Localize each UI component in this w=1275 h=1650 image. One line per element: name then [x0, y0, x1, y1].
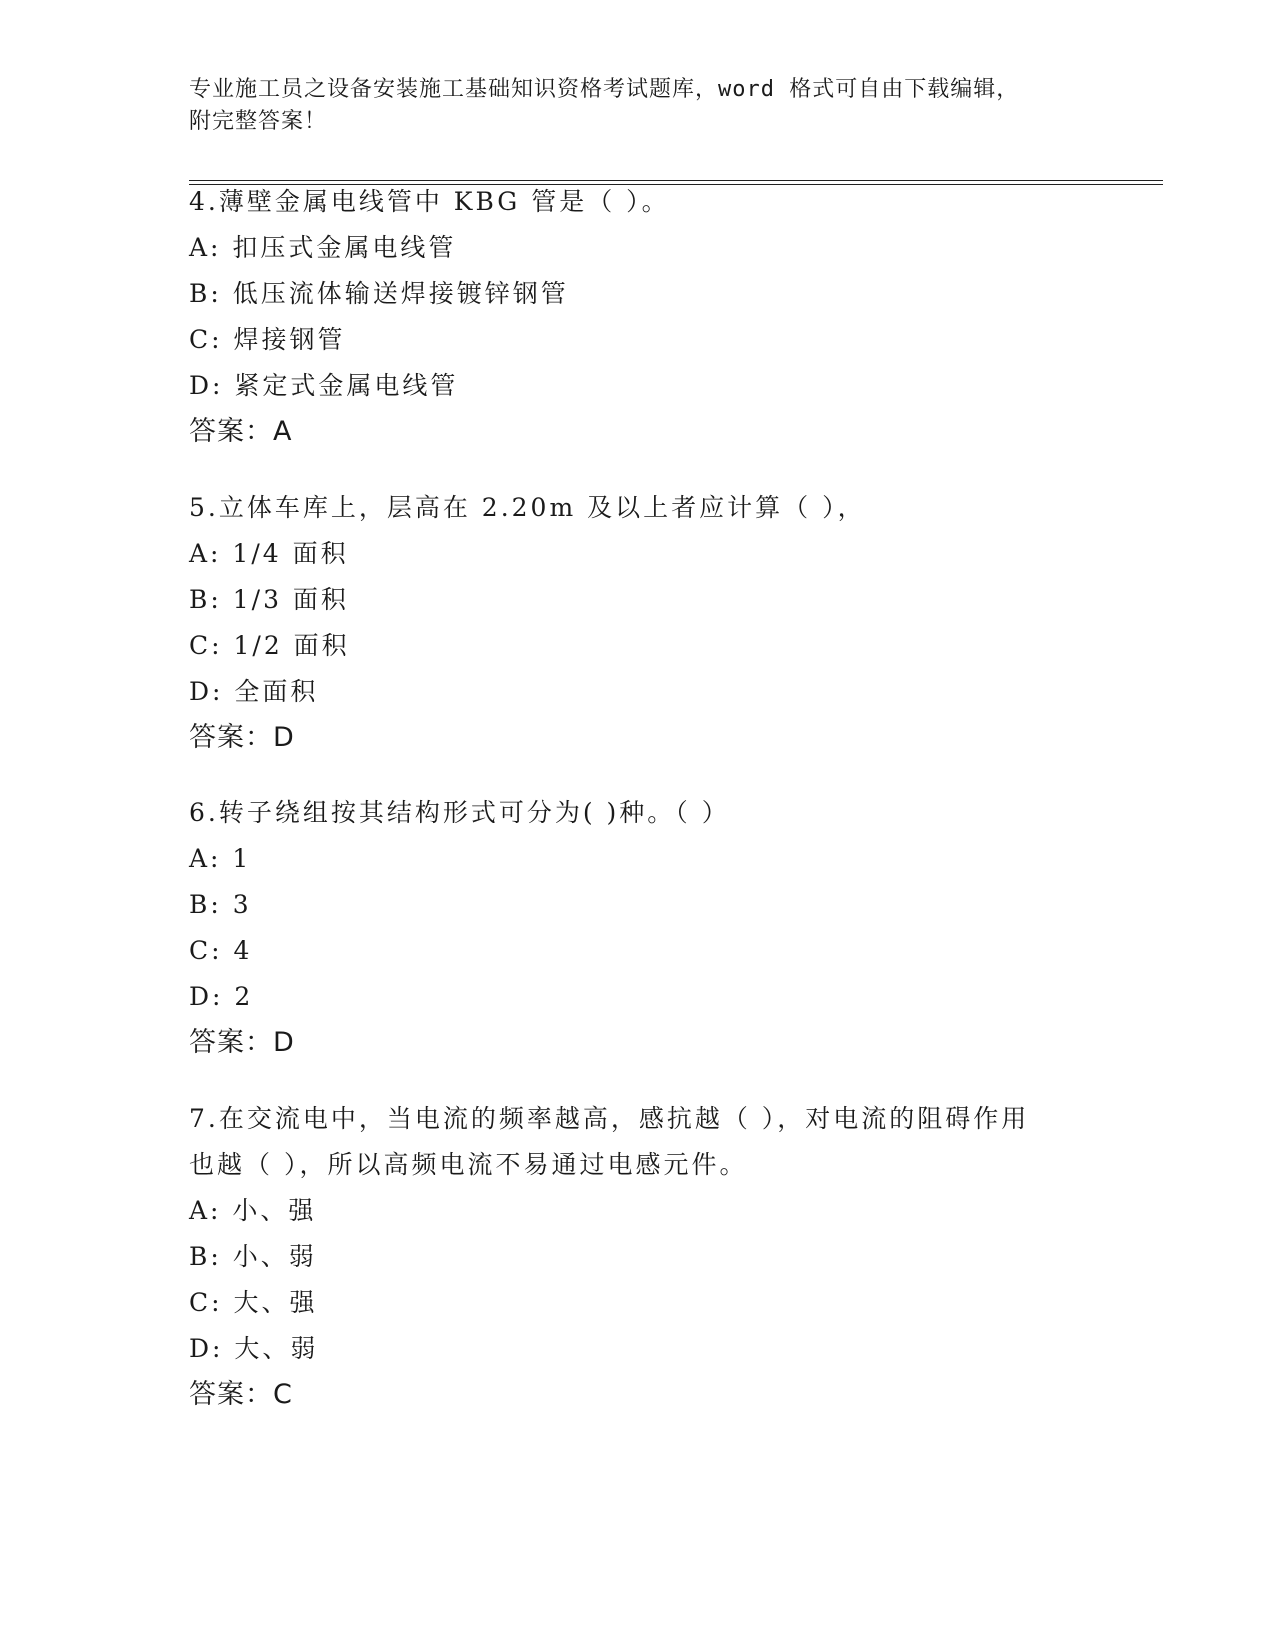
option-d: D: 紧定式金属电线管 [189, 371, 459, 400]
option-d: D: 2 [189, 982, 254, 1011]
question-block [189, 485, 1089, 761]
option-c: C: 大、强 [189, 1288, 318, 1317]
answer-line: 答案：C [189, 1379, 293, 1410]
question-block [189, 179, 1089, 455]
option-a: A: 小、强 [189, 1196, 317, 1225]
option-b: B: 1/3 面积 [189, 585, 349, 614]
question-block [189, 1096, 1089, 1418]
document-header [189, 74, 1089, 138]
option-c: C: 4 [189, 936, 253, 965]
option-d: D: 大、弱 [189, 1334, 319, 1363]
answer-line: 答案：A [189, 416, 293, 447]
question-stem: 6.转子绕组按其结构形式可分为( )种。（ ） [189, 798, 730, 827]
option-b: B: 3 [189, 890, 252, 919]
option-c: C: 1/2 面积 [189, 631, 350, 660]
option-c: C: 焊接钢管 [189, 325, 346, 354]
question-stem: 7.在交流电中，当电流的频率越高，感抗越（ ），对电流的阻碍作用 [189, 1104, 1030, 1133]
option-a: A: 1/4 面积 [189, 539, 349, 568]
header-line-1: 专业施工员之设备安装施工基础知识资格考试题库，word 格式可自由下载编辑， [189, 77, 1020, 102]
option-b: B: 低压流体输送焊接镀锌钢管 [189, 279, 569, 308]
question-stem-continued: 也越（ ），所以高频电流不易通过电感元件。 [189, 1150, 748, 1179]
option-b: B: 小、弱 [189, 1242, 317, 1271]
answer-line: 答案：D [189, 722, 295, 753]
answer-line: 答案：D [189, 1027, 295, 1058]
option-a: A: 扣压式金属电线管 [189, 233, 457, 262]
question-stem: 5.立体车库上，层高在 2.20m 及以上者应计算（ ）， [189, 493, 866, 522]
question-stem: 4.薄壁金属电线管中 KBG 管是（ ）。 [189, 187, 670, 216]
question-block [189, 790, 1089, 1066]
header-line-2: 附完整答案！ [189, 109, 328, 134]
option-a: A: 1 [189, 844, 252, 873]
option-d: D: 全面积 [189, 677, 319, 706]
